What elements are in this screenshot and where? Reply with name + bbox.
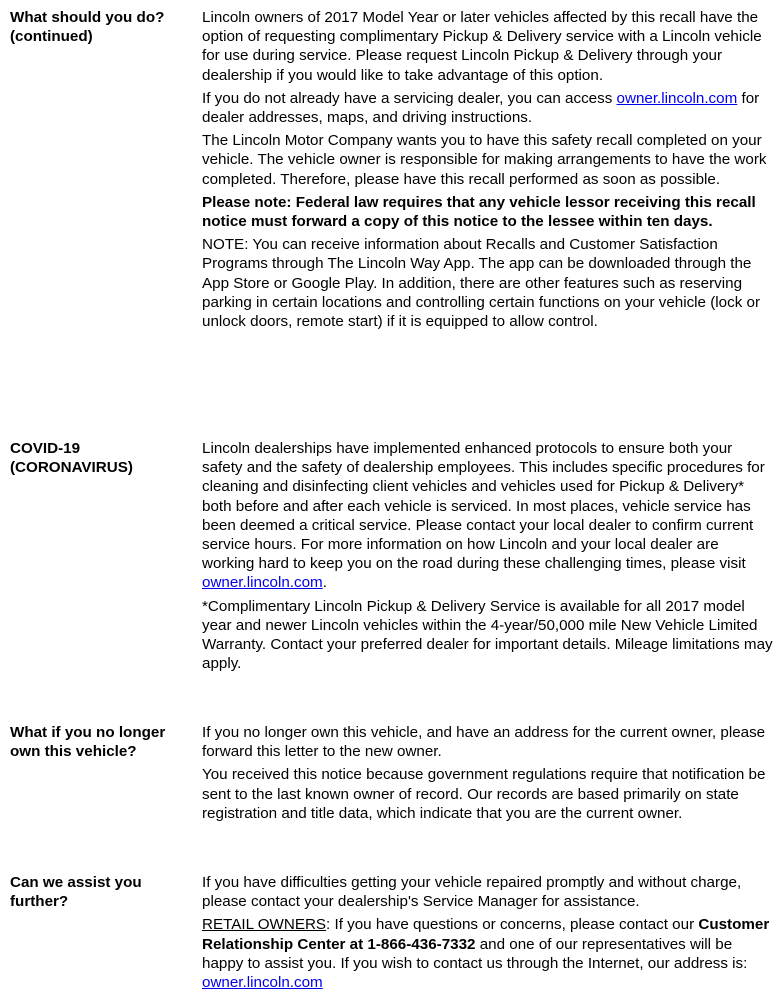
paragraph: Lincoln owners of 2017 Model Year or later vehicles affected by this recall have the option of requesting complimentary Pickup & Delivery service with a Lincoln vehicle for use during service. Please request Lincoln Pickup & Delivery through your dealership if you would like to take advantage of this option. [202,9,762,84]
owner-lincoln-link[interactable]: owner.lincoln.com [202,974,323,992]
section-heading: What should you do? (continued) [10,9,165,46]
section-body [202,723,774,827]
text: : If you have questions or concerns, please contact our [326,916,699,934]
paragraph [202,915,774,992]
section-heading: Can we assist you further? [10,874,142,911]
retail-owners-label: RETAIL OWNERS [202,916,327,934]
paragraph: If you no longer own this vehicle, and have an address for the current owner, please forward this letter to the new owner. [202,724,766,761]
section-body [202,8,774,335]
section-heading: What if you no longer own this vehicle? [10,724,166,761]
paragraph: You received this notice because government regulations require that notification be sent to the last known owner of record. Our records are based primarily on state registration and title data, which indicate that you are the current owner. [202,766,766,822]
paragraph: The Lincoln Motor Company wants you to have this safety recall completed on your vehicle. The vehicle owner is responsible for making arrangements to have the work completed. Therefore, please have this recall performed as soon as possible. [202,132,767,188]
section-body [202,439,774,677]
paragraph [202,89,774,127]
federal-law-note: Please note: Federal law requires that any vehicle lessor receiving this recall notice must forward a copy of this notice to the lessee within ten days. [202,193,756,231]
section-body [202,873,774,996]
text: If you do not already have a servicing dealer, you can access [202,89,617,107]
paragraph: If you have difficulties getting your vehicle repaired promptly and without charge, please contact your dealership's Service Manager for assistance. [202,874,742,911]
owner-lincoln-link[interactable]: owner.lincoln.com [202,574,323,592]
text: for dealer addresses, maps, and driving instructions. [202,89,760,127]
owner-lincoln-link[interactable]: owner.lincoln.com [616,89,738,107]
paragraph: NOTE: You can receive information about Recalls and Customer Satisfaction Programs through The Lincoln Way App. The app can be downloaded through the App Store or Google Play. In addition, there are other features such as reserving parking in certain locations and controlling certain functions on your vehicle (lock or unlock doors, remote start) if it is equipped to allow control. [202,236,761,331]
text: Lincoln dealerships have implemented enhanced protocols to ensure both your safety and the safety of dealership employees. This includes specific procedures for cleaning and disinfecting client vehicles and vehicles used for Pickup & Delivery* both before and after each vehicle is serviced. In most places, vehicle service has been deemed a critical service. Please contact your local dealer to confirm current service hours. For more information on how Lincoln and your local dealer are working hard to keep you on the road during these challenging times, please visit [202,440,765,573]
text: . [322,574,327,592]
paragraph [202,439,774,593]
section-heading: COVID-19 (CORONAVIRUS) [10,440,133,477]
paragraph: *Complimentary Lincoln Pickup & Delivery Service is available for all 2017 model year and newer Lincoln vehicles within the 4-year/50,000 mile New Vehicle Limited Warranty. Contact your preferred dealer for important details. Mileage limitations may apply. [202,597,773,673]
crc-phone: Customer Relationship Center at 1-866-436-7332 [202,916,770,953]
text: and one of our representatives will be happy to assist you. If you wish to contact us through the Internet, our address is: [202,935,748,972]
